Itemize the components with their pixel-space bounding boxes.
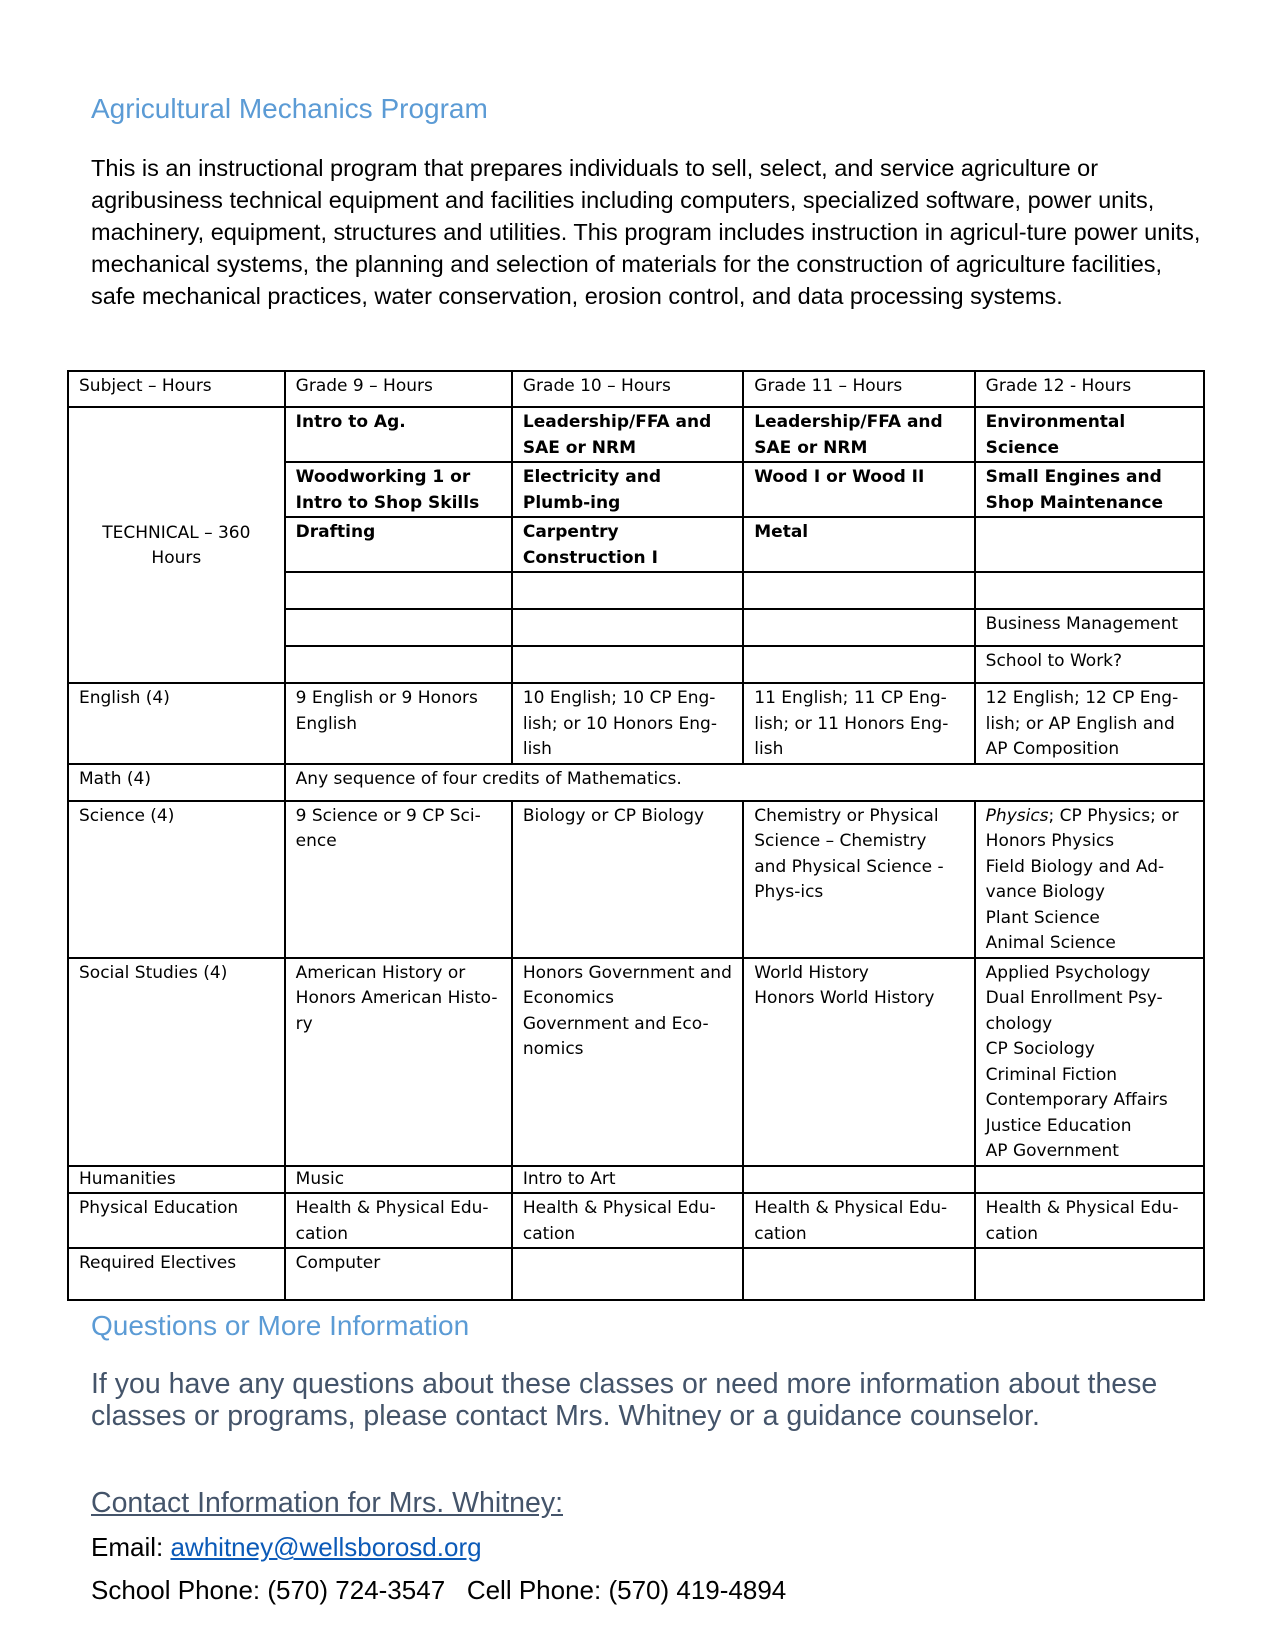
table-cell bbox=[512, 646, 743, 683]
questions-text: If you have any questions about these classes or need more information about these classes or programs, please contact Mrs. Whitney or a guidance counselor. bbox=[91, 1368, 1158, 1432]
table-cell bbox=[743, 572, 974, 609]
table-cell: Applied Psychology Dual Enrollment Psy-chology CP Sociology Criminal Fiction Contemporary Affairs Justice Education AP Government bbox=[975, 958, 1204, 1166]
course-sequence-table bbox=[67, 370, 1205, 1301]
table-row-required-electives bbox=[68, 1248, 1204, 1300]
subject-cell: Social Studies (4) bbox=[68, 958, 285, 1166]
table-cell: Any sequence of four credits of Mathematics. bbox=[285, 764, 1204, 801]
email-label: Email: bbox=[91, 1532, 171, 1562]
table-cell bbox=[285, 572, 512, 609]
table-row-english bbox=[68, 683, 1204, 764]
table-cell bbox=[743, 646, 974, 683]
technical-subject-cell: TECHNICAL – 360 Hours bbox=[68, 407, 285, 683]
table-cell: Honors Government and Economics Government and Eco-nomics bbox=[512, 958, 743, 1166]
table-cell: World History Honors World History bbox=[743, 958, 974, 1166]
email-line bbox=[91, 1532, 482, 1563]
table-cell bbox=[512, 572, 743, 609]
table-cell bbox=[512, 609, 743, 646]
table-row-math bbox=[68, 764, 1204, 801]
email-link[interactable]: awhitney@wellsborosd.org bbox=[170, 1532, 482, 1562]
table-row-humanities bbox=[68, 1166, 1204, 1194]
table-cell: Small Engines and Shop Maintenance bbox=[975, 462, 1204, 517]
table-cell: 10 English; 10 CP Eng-lish; or 10 Honors Eng-lish bbox=[512, 683, 743, 764]
table-cell-text: ; CP Physics; or Honors Physics Field Biology and Ad-vance Biology Plant Science Animal Science bbox=[985, 805, 1179, 953]
table-row bbox=[68, 407, 1204, 462]
table-cell bbox=[285, 646, 512, 683]
table-cell: Leadership/FFA and SAE or NRM bbox=[512, 407, 743, 462]
table-cell: Computer bbox=[285, 1248, 512, 1300]
table-cell: Wood I or Wood II bbox=[743, 462, 974, 517]
table-cell bbox=[743, 609, 974, 646]
table-cell bbox=[975, 801, 1204, 958]
table-header-row bbox=[68, 371, 1204, 407]
table-cell: Intro to Art bbox=[512, 1166, 743, 1194]
table-cell: Woodworking 1 or Intro to Shop Skills bbox=[285, 462, 512, 517]
header-grade-11: Grade 11 – Hours bbox=[743, 371, 974, 407]
subject-cell: Required Electives bbox=[68, 1248, 285, 1300]
questions-heading: Questions or More Information bbox=[91, 1310, 470, 1341]
table-cell: Biology or CP Biology bbox=[512, 801, 743, 958]
subject-cell: English (4) bbox=[68, 683, 285, 764]
table-row-science bbox=[68, 801, 1204, 958]
table-cell bbox=[285, 609, 512, 646]
table-cell: School to Work? bbox=[975, 646, 1204, 683]
table-cell: Music bbox=[285, 1166, 512, 1194]
header-subject: Subject – Hours bbox=[68, 371, 285, 407]
table-cell: 12 English; 12 CP Eng-lish; or AP English and AP Composition bbox=[975, 683, 1204, 764]
table-cell bbox=[743, 1166, 974, 1194]
table-cell: Metal bbox=[743, 517, 974, 572]
table-cell: Health & Physical Edu-cation bbox=[512, 1193, 743, 1248]
subject-cell: Science (4) bbox=[68, 801, 285, 958]
table-row-social-studies bbox=[68, 958, 1204, 1166]
table-cell bbox=[975, 572, 1204, 609]
table-cell: Intro to Ag. bbox=[285, 407, 512, 462]
table-cell: Electricity and Plumb-ing bbox=[512, 462, 743, 517]
table-cell: Health & Physical Edu-cation bbox=[285, 1193, 512, 1248]
table-cell: Drafting bbox=[285, 517, 512, 572]
table-cell: 9 English or 9 Honors English bbox=[285, 683, 512, 764]
table-cell bbox=[743, 1248, 974, 1300]
program-title: Agricultural Mechanics Program bbox=[91, 93, 488, 124]
italic-text: Physics bbox=[985, 805, 1049, 826]
contact-heading: Contact Information for Mrs. Whitney: bbox=[91, 1487, 563, 1519]
header-grade-12: Grade 12 - Hours bbox=[975, 371, 1204, 407]
table-cell: Environmental Science bbox=[975, 407, 1204, 462]
table-cell bbox=[975, 1166, 1204, 1194]
table-cell bbox=[975, 517, 1204, 572]
table-cell: Business Management bbox=[975, 609, 1204, 646]
header-grade-9: Grade 9 – Hours bbox=[285, 371, 512, 407]
table-row-physical-education bbox=[68, 1193, 1204, 1248]
table-cell: 11 English; 11 CP Eng-lish; or 11 Honors Eng-lish bbox=[743, 683, 974, 764]
table-cell: Carpentry Construction I bbox=[512, 517, 743, 572]
table-cell: Leadership/FFA and SAE or NRM bbox=[743, 407, 974, 462]
header-grade-10: Grade 10 – Hours bbox=[512, 371, 743, 407]
table-cell: Chemistry or Physical Science – Chemistry and Physical Science - Phys-ics bbox=[743, 801, 974, 958]
subject-cell: Humanities bbox=[68, 1166, 285, 1194]
phone-numbers: School Phone: (570) 724-3547 Cell Phone: (570) 419-4894 bbox=[91, 1575, 787, 1605]
table-cell bbox=[512, 1248, 743, 1300]
table-cell: American History or Honors American Histo-ry bbox=[285, 958, 512, 1166]
subject-cell: Physical Education bbox=[68, 1193, 285, 1248]
table-cell bbox=[975, 1248, 1204, 1300]
program-description: This is an instructional program that prepares individuals to sell, select, and service agriculture or agribusiness technical equipment and facilities including computers, specialized software, power units, machinery, equipment, structures and utilities. This program includes instruction in agricul-ture power units, mechanical systems, the planning and selection of materials for the construction of agriculture facilities, safe mechanical practices, water conservation, erosion control, and data processing systems. bbox=[91, 155, 1201, 309]
table-cell: 9 Science or 9 CP Sci-ence bbox=[285, 801, 512, 958]
table-cell: Health & Physical Edu-cation bbox=[743, 1193, 974, 1248]
table-cell: Health & Physical Edu-cation bbox=[975, 1193, 1204, 1248]
subject-cell: Math (4) bbox=[68, 764, 285, 801]
